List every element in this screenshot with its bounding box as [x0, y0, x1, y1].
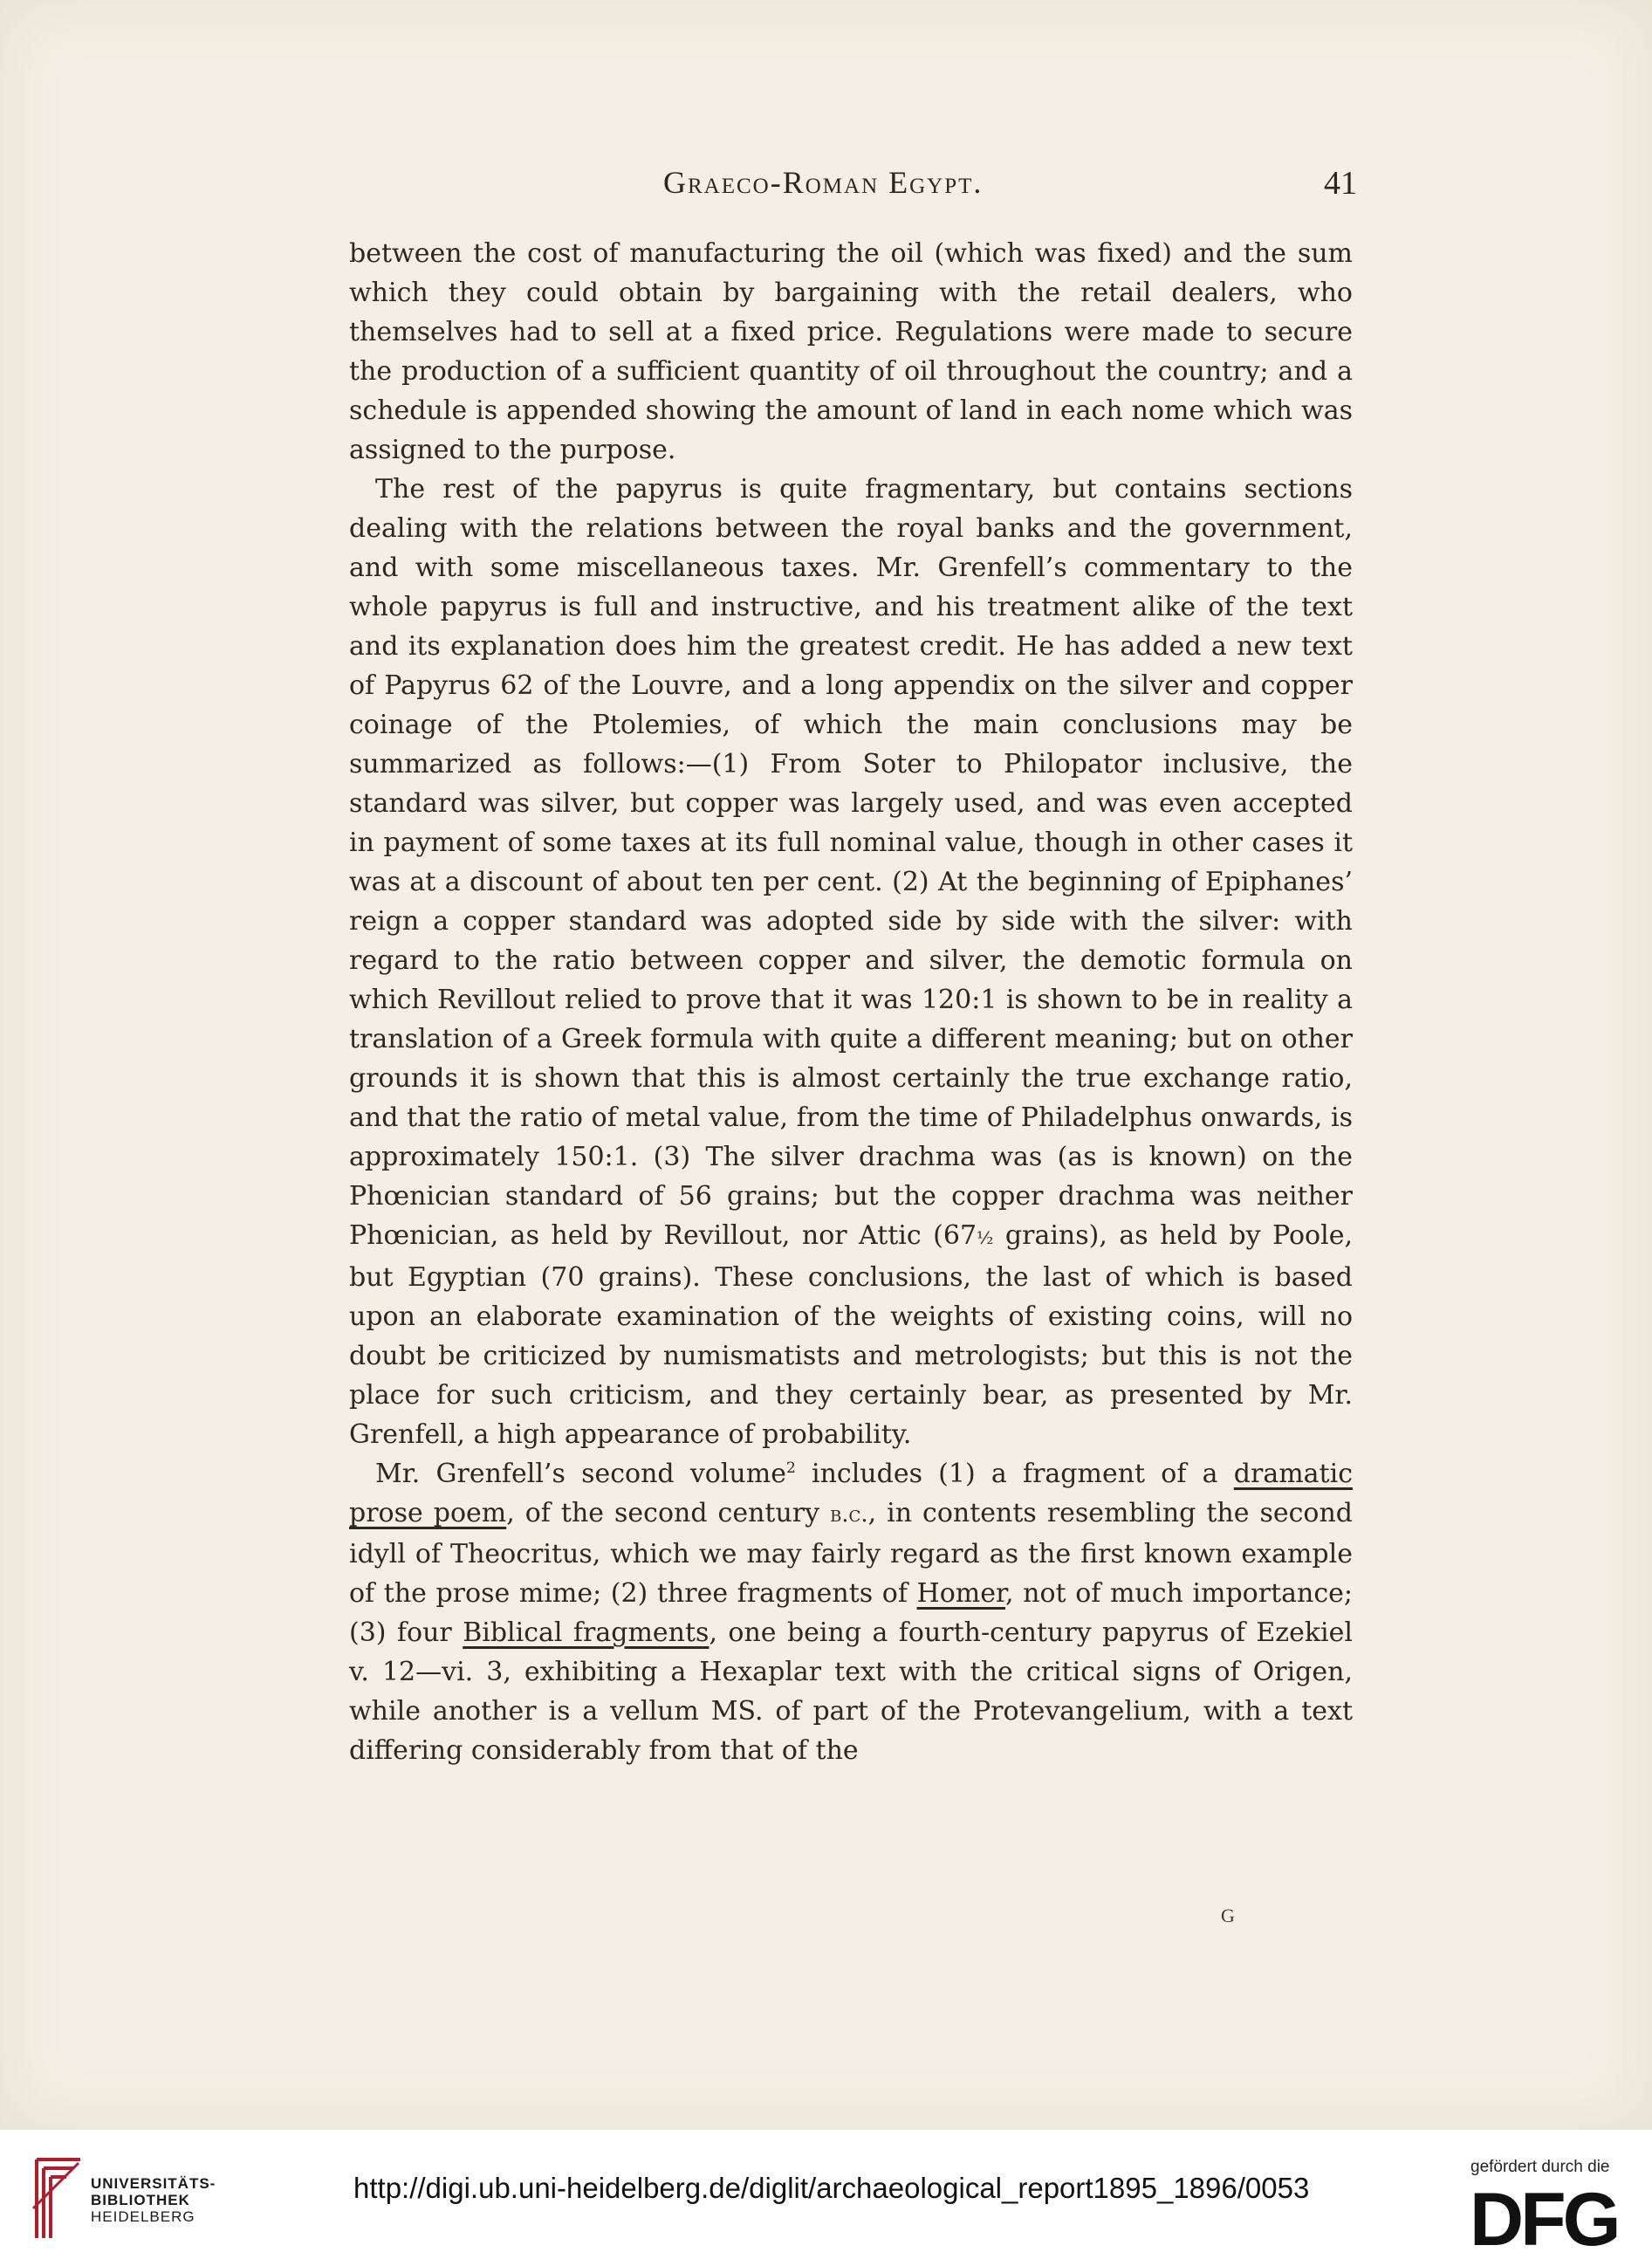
footnote-marker: 2	[785, 1459, 796, 1477]
paragraph-2-text-b: grains), as held by Poole, but Egyptian (70 grains). These conclusions, the last of which is based upon an elaborate examination of the weights of existing coins, will no doubt be criticized by numismatists and metrologists; but this is not the place for such criticism, and they certainly bear, as presented by Mr. Grenfell, a high appearance of probability.	[349, 1220, 1353, 1450]
paragraph-3-text-d: , in contents resembling the second idyll of Theocritus, which we may fairly regard as the first known example of the prose mime; (2) three fragments of	[349, 1498, 1354, 1609]
library-name-line-1: UNIVERSITÄTS-	[91, 2175, 216, 2192]
underlined-dramatic-prose-poem: dramatic prose poem	[349, 1459, 1353, 1528]
paragraph-3-text-a: Mr. Grenfell’s second volume	[375, 1459, 786, 1489]
digitization-footer	[0, 2130, 1652, 2266]
paragraph-2	[349, 470, 1353, 1454]
source-url-link[interactable]: http://digi.ub.uni-heidelberg.de/diglit/archaeological_report1895_1896/0053	[353, 2172, 1310, 2204]
bc-abbreviation: b.c.	[830, 1501, 868, 1528]
half-fraction: ½	[977, 1227, 994, 1248]
page-number: 41	[1324, 165, 1357, 202]
dfg-logo-icon	[1468, 2182, 1625, 2252]
signature-mark: G	[1221, 1905, 1235, 1926]
library-name-line-2: BIBLIOTHEK	[91, 2192, 190, 2208]
paragraph-3-text-e: , not of much importance; (3) four	[349, 1578, 1354, 1648]
page-header	[340, 164, 1357, 208]
university-library-logo-icon	[30, 2156, 84, 2242]
paragraph-3-text-f: , one being a fourth-century papyrus of Ezekiel v. 12—vi. 3, exhibiting a Hexaplar text with the critical signs of Origen, while another is a vellum MS. of part of the Protevangelium, with a text differing considerably from that of the	[349, 1617, 1353, 1766]
library-name-line-3: HEIDELBERG	[91, 2208, 195, 2225]
paragraph-3-text-c: , of the second century	[506, 1498, 831, 1528]
body-text	[349, 234, 1353, 1770]
paragraph-1: between the cost of manufacturing the oil (which was fixed) and the sum which they could obtain by bargaining with the retail dealers, who themselves had to sell at a fixed price. Regulations were made to secure the production of a sufficient quantity of oil throughout the country; and a schedule is appended showing the amount of land in each nome which was assigned to the purpose.	[349, 238, 1353, 465]
dfg-logo-text: DFG	[1470, 2182, 1618, 2252]
underlined-homer: Homer	[916, 1578, 1006, 1609]
paragraph-2-text-a: The rest of the papyrus is quite fragmentary, but contains sections dealing with the relations between the royal banks and the government, and with some miscellaneous taxes. Mr. Grenfell’s commentary to the whole papyrus is full and instructive, and his treatment alike of the text and its explanation does him the greatest credit. He has added a new text of Papyrus 62 of the Louvre, and a long appendix on the silver and copper coinage of the Ptolemies, of which the main conclusions may be summarized as follows:—(1) From Soter to Philopator inclusive, the standard was silver, but copper was largely used, and was even accepted in payment of some taxes at its full nominal value, though in other cases it was at a discount of about ten per cent. (2) At the beginning of Epiphanes’ reign a copper standard was adopted side by side with the silver: with regard to the ratio between copper and silver, the demotic formula on which Revillout relied to prove that it was 120:1 is shown to be in reality a translation of a Greek formula with quite a different meaning; but on other grounds it is shown that this is almost certainly the true exchange ratio, and that the ratio of metal value, from the time of Philadelphus onwards, is approximately 150:1. (3) The silver drachma was (as is known) on the Phœnician standard of 56 grains; but the copper drachma was neither Phœnician, as held by Revillout, nor Attic (67	[349, 474, 1353, 1251]
running-title: Graeco-Roman Egypt.	[663, 165, 984, 200]
funder-note: gefördert durch die	[1470, 2158, 1610, 2176]
paragraph-3-text-b: includes (1) a fragment of a	[795, 1459, 1234, 1489]
library-name	[91, 2175, 216, 2225]
paragraph-3	[349, 1454, 1353, 1770]
underlined-biblical-fragments: Biblical fragments	[463, 1617, 709, 1648]
